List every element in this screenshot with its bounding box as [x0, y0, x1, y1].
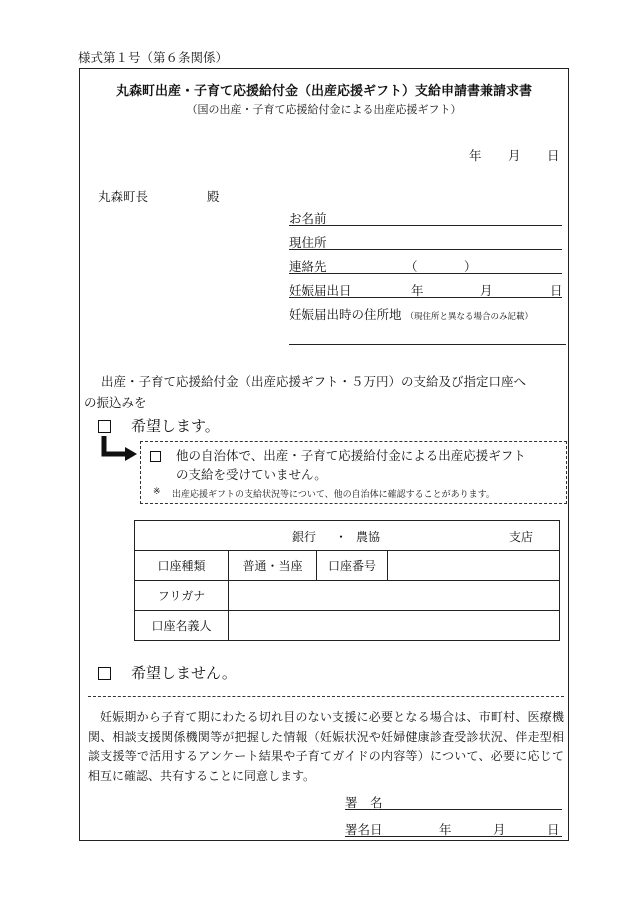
- account-number-field[interactable]: [388, 551, 560, 581]
- bank-row: [135, 521, 560, 551]
- arrow-icon: [100, 436, 140, 464]
- addressee-honorific: 殿: [207, 189, 220, 204]
- bank-dot: ・: [335, 530, 348, 544]
- signature-field[interactable]: [345, 793, 562, 810]
- confirm-note-mark: ※: [153, 487, 161, 497]
- request-line-1: 出産・子育て応援給付金（出産応援ギフト・５万円）の支給及び指定口座へ: [101, 374, 527, 389]
- furigana-row: [135, 581, 560, 611]
- confirm-checkbox[interactable]: [150, 448, 161, 463]
- signature-name-label: 署 名: [345, 795, 383, 810]
- pregnancy-address-label: 妊娠届出時の住所地: [289, 307, 402, 322]
- confirm-note: 出産応援ギフトの支給状況等について、他の自治体に確認することがあります。: [172, 490, 495, 500]
- signature-day: 日: [547, 822, 560, 837]
- date-year-label: 年: [469, 148, 482, 163]
- form-title: 丸森町出産・子育て応援給付金（出産応援ギフト）支給申請書兼請求書: [115, 84, 532, 99]
- bank-account-table: [134, 520, 560, 641]
- applicant-address-label: 現住所: [289, 235, 327, 250]
- applicant-name-field[interactable]: [289, 209, 562, 226]
- applicant-contact-field[interactable]: [289, 257, 562, 274]
- furigana-field[interactable]: [229, 581, 560, 611]
- bank-label: 銀行: [292, 530, 317, 544]
- section-divider: [88, 696, 564, 697]
- agri-label: 農協: [356, 530, 381, 544]
- signature-date-field[interactable]: [345, 820, 562, 837]
- holder-row: [135, 611, 560, 641]
- pregnancy-address-note: （現住所と異なる場合のみ記載）: [405, 312, 534, 322]
- signature-date-label: 署名日: [345, 822, 383, 837]
- date-month-label: 月: [508, 148, 521, 163]
- holder-label: 口座名義人: [135, 611, 229, 641]
- pregnancy-date-label: 妊娠届出日: [289, 283, 352, 298]
- form-id: 様式第１号（第６条関係）: [78, 50, 229, 65]
- account-type-row: [135, 551, 560, 581]
- signature-month: 月: [493, 822, 506, 837]
- pregnancy-address-field[interactable]: [289, 328, 566, 345]
- bank-name-cell[interactable]: [135, 521, 560, 551]
- confirm-line-2: の支給を受けていません。: [176, 467, 327, 482]
- applicant-contact-label: 連絡先: [289, 259, 327, 274]
- request-line-2: の振込みを: [84, 395, 147, 410]
- option-no-checkbox[interactable]: [98, 665, 111, 678]
- contact-paren-open: （: [405, 259, 418, 274]
- option-yes-checkbox[interactable]: [98, 418, 111, 431]
- pregnancy-date-day: 日: [550, 283, 563, 298]
- account-number-label: 口座番号: [317, 551, 388, 581]
- account-type-value[interactable]: 普通・当座: [229, 551, 317, 581]
- furigana-label: フリガナ: [135, 581, 229, 611]
- account-type-label: 口座種類: [135, 551, 229, 581]
- pregnancy-address-row: [289, 305, 533, 323]
- contact-paren-close: ）: [464, 259, 477, 274]
- branch-label: 支店: [509, 530, 534, 544]
- pregnancy-date-year: 年: [411, 283, 424, 298]
- consent-text: 妊娠期から子育て期にわたる切れ目のない支援に必要となる場合は、市町村、医療機関、相談支援関係機関等が把握した情報（妊娠状況や妊婦健康診査受診状況、伴走型相談支援等で活用するアンケート結果や子育てガイドの内容等）について、必要に応じて相互に確認、共有することに同意します。: [88, 710, 564, 783]
- option-yes-label: 希望します。: [131, 417, 220, 435]
- signature-year: 年: [439, 822, 452, 837]
- applicant-address-field[interactable]: [289, 233, 562, 250]
- confirm-line-1: 他の自治体で、出産・子育て応援給付金による出産応援ギフト: [176, 448, 526, 463]
- holder-field[interactable]: [229, 611, 560, 641]
- date-day-label: 日: [547, 148, 560, 163]
- pregnancy-date-month: 月: [480, 283, 493, 298]
- applicant-name-label: お名前: [289, 211, 327, 226]
- addressee-name: 丸森町長: [98, 189, 149, 204]
- option-no-label: 希望しません。: [131, 664, 237, 682]
- pregnancy-date-field[interactable]: [289, 281, 562, 298]
- form-subtitle: （国の出産・子育て応援給付金による出産応援ギフト）: [186, 103, 462, 116]
